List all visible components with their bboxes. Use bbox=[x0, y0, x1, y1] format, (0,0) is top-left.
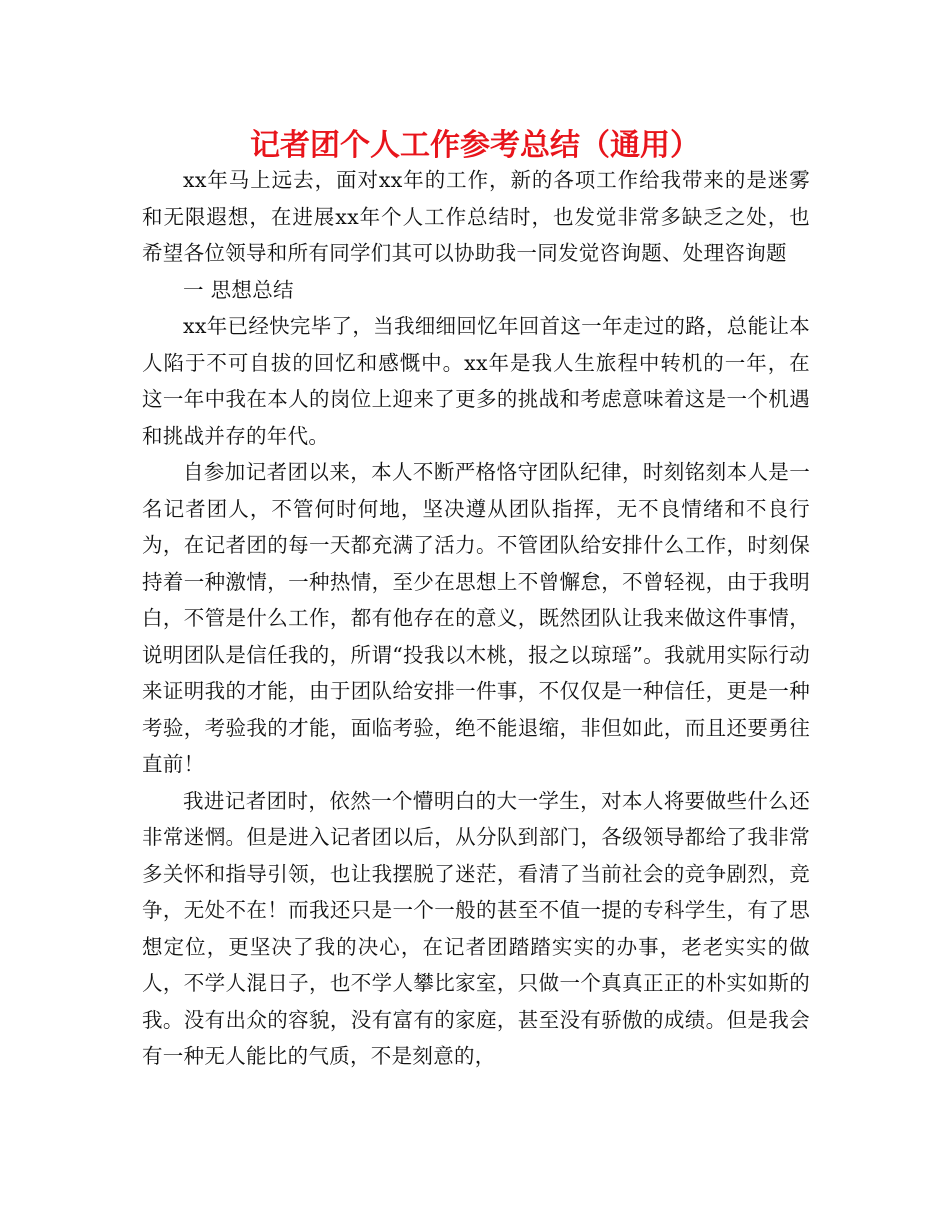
body-paragraph: 我进记者团时，依然一个懵明白的大一学生，对本人将要做些什么还非常迷惘。但是进入记者团以后，从分队到部门，各级领导都给了我非常多关怀和指导引领，也让我摆脱了迷茫，看清了当前社会的竞争剧烈，竞争，无处不在！而我还只是一个一般的甚至不值一提的专科学生，有了思想定位，更坚决了我的决心，在记者团踏踏实实的办事，老老实实的做人，不学人混日子，也不学人攀比家室，只做一个真真正正的朴实如斯的我。没有出众的容貌，没有富有的家庭，甚至没有骄傲的成绩。但是我会有一种无人能比的气质，不是刻意的， bbox=[142, 788, 810, 1068]
section-heading: 一 思想总结 bbox=[183, 277, 294, 302]
body-paragraph: 自参加记者团以来，本人不断严格恪守团队纪律，时刻铭刻本人是一名记者团人，不管何时何地，坚决遵从团队指挥，无不良情绪和不良行为，在记者团的每一天都充满了活力。不管团队给安排什么工作，时刻保持着一种激情，一种热情，至少在思想上不曾懈怠，不曾轻视，由于我明白，不管是什么工作，都有他存在的意义，既然团队让我来做这件事情，说明团队是信任我的，所谓“投我以木桃，报之以琼瑶”。我就用实际行动来证明我的才能，由于团队给安排一件事，不仅仅是一种信任，更是一种考验，考验我的才能，面临考验，绝不能退缩，非但如此，而且还要勇往直前！ bbox=[142, 460, 810, 776]
intro-paragraph: xx年马上远去，面对xx年的工作，新的各项工作给我带来的是迷雾和无限遐想，在进展xx年个人工作总结时，也发觉非常多缺乏之处，也希望各位领导和所有同学们其可以协助我一同发觉咨询题、处理咨询题 bbox=[142, 168, 810, 265]
document-title: 记者团个人工作参考总结（通用） bbox=[250, 128, 700, 163]
document-body bbox=[142, 162, 810, 1075]
body-paragraph: xx年已经快完毕了，当我细细回忆年回首这一年走过的路，总能让本人陷于不可自拔的回忆和感慨中。xx年是我人生旅程中转机的一年，在这一年中我在本人的岗位上迎来了更多的挑战和考虑意味着这是一个机遇和挑战并存的年代。 bbox=[142, 314, 810, 448]
